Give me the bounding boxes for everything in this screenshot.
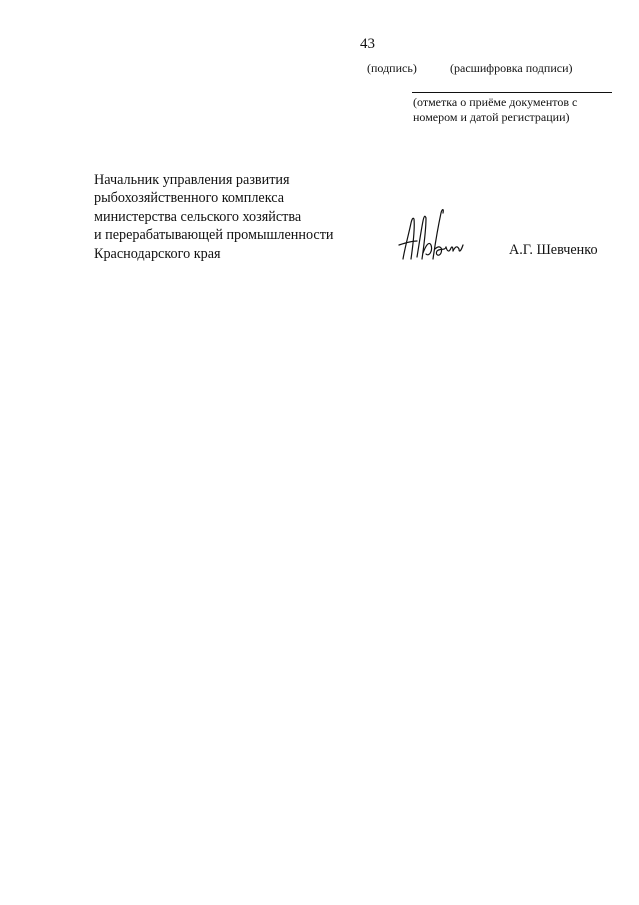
signer-name: А.Г. Шевченко bbox=[509, 242, 598, 258]
signer-title-line: министерства сельского хозяйства bbox=[94, 208, 302, 225]
registration-note bbox=[413, 95, 613, 125]
signer-title-line: Начальник управления развития bbox=[94, 172, 290, 188]
registration-note-line-1: (отметка о приёме документов с bbox=[413, 95, 578, 109]
signer-title-line: и перерабатывающей промышленности bbox=[94, 227, 334, 244]
signature-caption: (подпись) bbox=[367, 61, 417, 75]
signer-title-line: рыбохозяйственного комплекса bbox=[94, 190, 284, 207]
signer-title bbox=[94, 171, 364, 263]
handwritten-signature bbox=[393, 201, 465, 269]
page-number: 43 bbox=[360, 36, 375, 52]
signer-title-line: Краснодарского края bbox=[94, 245, 221, 262]
registration-note-line-2: номером и датой регистрации) bbox=[413, 110, 570, 124]
signature-decoding-caption: (расшифровка подписи) bbox=[450, 61, 573, 75]
registration-line bbox=[412, 92, 612, 93]
